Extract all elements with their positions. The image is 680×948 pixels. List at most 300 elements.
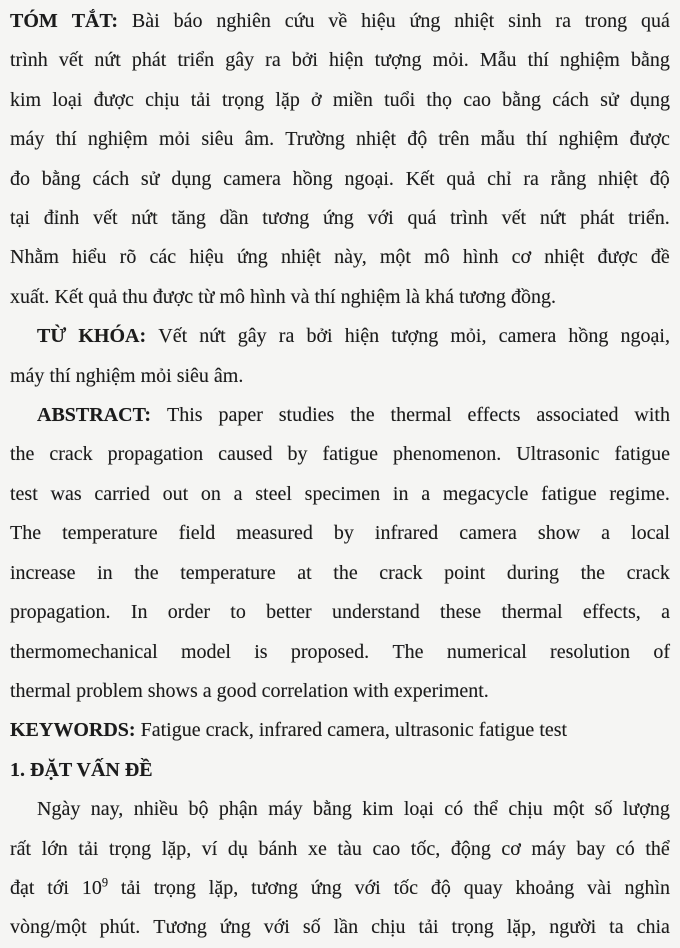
word: phát [579, 207, 615, 230]
word: là [405, 285, 421, 308]
word: thí [527, 49, 549, 72]
word: hiệu [189, 246, 224, 269]
word: hình [250, 285, 286, 308]
word: these [440, 601, 482, 624]
abstract-line-4 [10, 514, 670, 553]
word: bằng [313, 798, 352, 821]
word: cách [552, 88, 589, 111]
word: the [580, 561, 606, 584]
word: nghiệm [559, 49, 620, 72]
word: bởi [291, 49, 318, 72]
tomtat-line-7 [10, 238, 670, 277]
word: quay [463, 876, 503, 899]
bold-lead-word: TỪ [37, 325, 67, 348]
word: crack [49, 443, 93, 466]
word: rất [10, 837, 32, 860]
bold-lead-word: 1. [10, 758, 25, 781]
word: tương [458, 285, 506, 308]
word: âm. [213, 364, 244, 387]
word: với [367, 207, 394, 230]
word: quả [88, 285, 118, 308]
word: vết [501, 207, 527, 230]
superscript: 9 [101, 875, 109, 890]
word: thí [314, 285, 336, 308]
word: chịu [508, 798, 543, 821]
word: fatigue [541, 482, 597, 505]
word: cao [372, 837, 401, 860]
word: model [180, 640, 231, 663]
word: siêu [201, 128, 234, 151]
intro-line-4 [10, 908, 670, 947]
word: effects, [582, 601, 641, 624]
word: quá [407, 207, 437, 230]
word: specimen [304, 482, 381, 505]
word: at [297, 561, 312, 584]
word: nhiệt [598, 167, 638, 190]
word: một [553, 798, 585, 821]
word: chỉ [487, 167, 512, 190]
word: ứng [310, 876, 342, 899]
word: ra [523, 167, 539, 190]
word: regime. [609, 482, 670, 505]
word: tải [120, 876, 141, 899]
word: quả [446, 167, 476, 190]
word: field [178, 522, 216, 545]
word: đo [10, 167, 30, 190]
word: trọng [108, 837, 152, 860]
word: steel [255, 482, 292, 505]
word: tại [10, 207, 30, 230]
word: xuất. [10, 285, 50, 308]
word: trình [10, 49, 48, 72]
word: quá [640, 10, 670, 32]
word: thermal [10, 679, 72, 702]
word: carried [94, 482, 150, 505]
word: thí [526, 128, 548, 151]
word: mỏi, [450, 325, 487, 348]
word: Mẫu [479, 49, 517, 72]
word: cơ [511, 246, 532, 269]
word: lặp, [208, 876, 239, 899]
word: lần [333, 916, 359, 939]
word: kim [10, 88, 42, 111]
word: crack, [205, 719, 254, 742]
word: numerical [446, 640, 527, 663]
word: nhiệt [356, 128, 397, 151]
word: tốc, [410, 837, 441, 860]
word: thể [473, 798, 498, 821]
word: sử [600, 88, 619, 111]
word: nhiều [133, 798, 179, 821]
word: khoảng [515, 876, 575, 899]
word: good [216, 679, 257, 702]
word: bằng [41, 167, 81, 190]
word: Fatigue [140, 719, 201, 742]
word: tăng [171, 207, 206, 230]
tomtat-line-5 [10, 160, 670, 199]
word: Bài [131, 10, 160, 32]
word: temperature [180, 561, 276, 584]
word: nứt [94, 49, 121, 72]
word: tải [190, 88, 211, 111]
word: the [350, 404, 375, 427]
word: được [629, 128, 670, 151]
word: proposed. [290, 640, 370, 663]
word: understand [331, 601, 420, 624]
word: In [130, 601, 148, 624]
word: camera [459, 522, 517, 545]
bold-lead-word: KHÓA: [78, 325, 147, 348]
word: chia [636, 916, 670, 939]
abstract-line-8 [10, 672, 670, 711]
word: người [549, 916, 597, 939]
word: đỉnh [43, 207, 80, 230]
word: propagation. [10, 601, 111, 624]
word: vài [587, 876, 612, 899]
abstract-line-1 [10, 396, 670, 435]
word: thể [645, 837, 670, 860]
word: loại [403, 798, 434, 821]
word: đạt [10, 876, 35, 899]
word: được [152, 285, 194, 308]
word: chịu [371, 916, 406, 939]
word: phút. [99, 916, 141, 939]
word: Kết [405, 167, 435, 190]
word: on [200, 482, 221, 505]
word: paper [218, 404, 263, 427]
word: xe [307, 837, 327, 860]
word: by [333, 522, 354, 545]
word: trọng [451, 916, 494, 939]
intro-line-1 [10, 790, 670, 829]
word: tương [251, 876, 299, 899]
word: được [93, 88, 134, 111]
word: The [10, 522, 42, 545]
word: đồng. [510, 285, 556, 308]
word: tải [418, 916, 439, 939]
word: nghiệm [558, 128, 619, 151]
word: ultrasonic [394, 719, 474, 742]
word: ngoại, [620, 325, 670, 348]
word: out [162, 482, 189, 505]
word: trong [584, 10, 628, 32]
word: và [290, 285, 310, 308]
word: the [10, 443, 35, 466]
word: lượng [622, 798, 670, 821]
word: hiện [344, 325, 380, 348]
word: Tương [153, 916, 207, 939]
word: ứng [219, 916, 251, 939]
tomtat-line-3 [10, 81, 670, 120]
word: vết [93, 207, 118, 230]
word: test [539, 719, 568, 742]
bold-lead-word: ABSTRACT: [37, 404, 152, 427]
abstract-line-5 [10, 554, 670, 593]
tomtat-line-6 [10, 199, 670, 238]
word: nghiệm [340, 285, 401, 308]
word: nghiệm [87, 128, 148, 151]
word: a [233, 482, 243, 505]
word: số [302, 916, 321, 939]
word: mỏi. [432, 49, 469, 72]
word: order [167, 601, 210, 624]
word: nghìn [624, 876, 670, 899]
word: in [97, 561, 113, 584]
word: tuổi [384, 88, 416, 111]
word: bay [576, 837, 606, 860]
abstract-line-2 [10, 435, 670, 474]
word: ứng [322, 207, 354, 230]
word: sử [140, 167, 160, 190]
word: rằng [550, 167, 587, 190]
abstract-line-3 [10, 475, 670, 514]
word: infrared [258, 719, 323, 742]
word: máy [10, 364, 45, 387]
word: associated [536, 404, 619, 427]
word: tượng [391, 325, 439, 348]
word: tàu [337, 837, 362, 860]
word: ví [201, 837, 218, 860]
word: thí [55, 128, 77, 151]
word: về [328, 10, 348, 32]
word: Trường [285, 128, 345, 151]
word: loại [52, 88, 83, 111]
word: thọ [426, 88, 452, 111]
word: ở [311, 88, 322, 111]
word: âm. [244, 128, 275, 151]
word: máy [531, 837, 566, 860]
word: độ [649, 167, 670, 190]
word: ứng [409, 10, 441, 32]
word: độ [430, 876, 451, 899]
word: có [615, 837, 635, 860]
word: cứu [284, 10, 315, 32]
word: nhiệt [544, 246, 585, 269]
word: từ [198, 285, 215, 308]
intro-line-3 [10, 869, 670, 908]
word: propagation [107, 443, 204, 466]
word: nứt [131, 207, 158, 230]
word: crack [379, 561, 423, 584]
word: fatigue [322, 443, 378, 466]
word: ra [555, 10, 571, 32]
word: increase [10, 561, 76, 584]
word: báo [173, 10, 203, 32]
word: với [354, 876, 381, 899]
word: nhiệt [280, 246, 321, 269]
word: the [134, 561, 159, 584]
word: tốc [393, 876, 418, 899]
word: crack [626, 561, 670, 584]
bold-lead-word: TÓM [10, 10, 58, 32]
word: trình [450, 207, 488, 230]
word: in [392, 482, 409, 505]
word: động [450, 837, 491, 860]
tukhoa-line-2 [10, 357, 670, 396]
word: trọng [221, 88, 265, 111]
word: ứng [236, 246, 268, 269]
bold-lead-word: ĐẶT [30, 758, 72, 781]
word: trên [438, 128, 470, 151]
bold-lead-word: ĐỀ [124, 758, 153, 781]
word: mỏi [140, 364, 172, 387]
word: mỏi [159, 128, 191, 151]
word: gây [237, 325, 267, 348]
word: trọng [153, 876, 196, 899]
word: infrared [374, 522, 439, 545]
tomtat-line-4 [10, 120, 670, 159]
word: bánh [258, 837, 298, 860]
word: thí [49, 364, 71, 387]
word: thermal [501, 601, 563, 624]
word: hình [462, 246, 499, 269]
word: a [421, 482, 431, 505]
word: experiment. [393, 679, 489, 702]
word: miền [332, 88, 373, 111]
word: sinh [508, 10, 542, 32]
word: a [661, 601, 670, 624]
word: này, [334, 246, 367, 269]
abstract-line-7 [10, 633, 670, 672]
word: các [149, 246, 177, 269]
word: megacycle [442, 482, 529, 505]
word: máy [268, 798, 303, 821]
word: camera [223, 167, 281, 190]
word: The [392, 640, 424, 663]
word: $10^9$ [81, 875, 109, 899]
word: rõ [119, 246, 137, 269]
word: gây [225, 49, 255, 72]
word: tới [47, 876, 69, 899]
word: nứt [539, 207, 567, 230]
word: to [230, 601, 246, 624]
word: lặp, [161, 837, 192, 860]
word: cách [92, 167, 130, 190]
bold-lead-word: TẮT: [71, 10, 118, 32]
word: temperature [62, 522, 158, 545]
word: nứt [199, 325, 226, 348]
bold-lead-word: KEYWORDS: [10, 719, 136, 742]
word: bởi [306, 325, 333, 348]
heading-dat-van-de [10, 751, 670, 790]
word: đề [650, 246, 670, 269]
word: lặp, [506, 916, 537, 939]
word: dụng [629, 88, 670, 111]
word: phát [131, 49, 167, 72]
tomtat-line-2 [10, 41, 670, 80]
word: of [653, 640, 670, 663]
word: the [333, 561, 358, 584]
word: chịu [145, 88, 180, 111]
word: bộ [188, 798, 209, 821]
word: cơ [501, 837, 521, 860]
word: point [444, 561, 486, 584]
word: Nhằm [10, 246, 59, 269]
word: có [444, 798, 464, 821]
keywords-line [10, 711, 670, 750]
word: is [254, 640, 268, 663]
word: thermomechanical [10, 640, 158, 663]
word: Kết [54, 285, 84, 308]
word: ngoại. [344, 167, 394, 190]
word: with [353, 679, 389, 702]
word: better [266, 601, 312, 624]
word: fatigue [614, 443, 670, 466]
word: phenomenon. [392, 443, 502, 466]
word: mô [219, 285, 246, 308]
word: camera [498, 325, 557, 348]
tomtat-line-1 [10, 2, 670, 41]
word: correlation [261, 679, 349, 702]
word: với [263, 916, 290, 939]
word: local [631, 522, 670, 545]
word: nhiệt [454, 10, 495, 32]
word: a [601, 522, 611, 545]
word: hồng [292, 167, 333, 190]
word: caused [218, 443, 273, 466]
tomtat-line-8 [10, 278, 670, 317]
word: dụng [171, 167, 212, 190]
bold-lead-word: VẤN [76, 758, 120, 781]
word: fatigue [478, 719, 535, 742]
word: during [506, 561, 560, 584]
word: lớn [41, 837, 68, 860]
word: Ngày [37, 798, 81, 821]
abstract-line-6 [10, 593, 670, 632]
word: nghiệm [75, 364, 136, 387]
word: bằng [502, 88, 542, 111]
word: problem [76, 679, 143, 702]
word: thermal [390, 404, 452, 427]
word: This [166, 404, 203, 427]
word: ra [278, 325, 295, 348]
word: a [202, 679, 212, 702]
word: tượng [374, 49, 422, 72]
word: was [50, 482, 82, 505]
word: lặp [275, 88, 300, 111]
word: hiểu [72, 246, 107, 269]
word: studies [278, 404, 335, 427]
tukhoa-line-1 [10, 317, 670, 356]
word: thu [122, 285, 148, 308]
word: độ [407, 128, 428, 151]
word: nghiên [216, 10, 271, 32]
word: cao [463, 88, 491, 111]
word: show [537, 522, 581, 545]
word: một [379, 246, 411, 269]
word: Ultrasonic [516, 443, 600, 466]
word: with [634, 404, 670, 427]
word: hiện [329, 49, 364, 72]
word: số [594, 798, 613, 821]
word: máy [10, 128, 45, 151]
word: ra [265, 49, 281, 72]
word: by [287, 443, 308, 466]
word: measured [236, 522, 313, 545]
word: mô [424, 246, 450, 269]
word: vòng/một [10, 916, 87, 939]
word: vết [58, 49, 84, 72]
word: được [597, 246, 638, 269]
word: camera, [327, 719, 390, 742]
word: resolution [550, 640, 631, 663]
word: mẫu [480, 128, 516, 151]
word: ta [609, 916, 624, 939]
word: dụ [227, 837, 248, 860]
word: hồng [568, 325, 609, 348]
word: effects [467, 404, 521, 427]
word: shows [147, 679, 198, 702]
